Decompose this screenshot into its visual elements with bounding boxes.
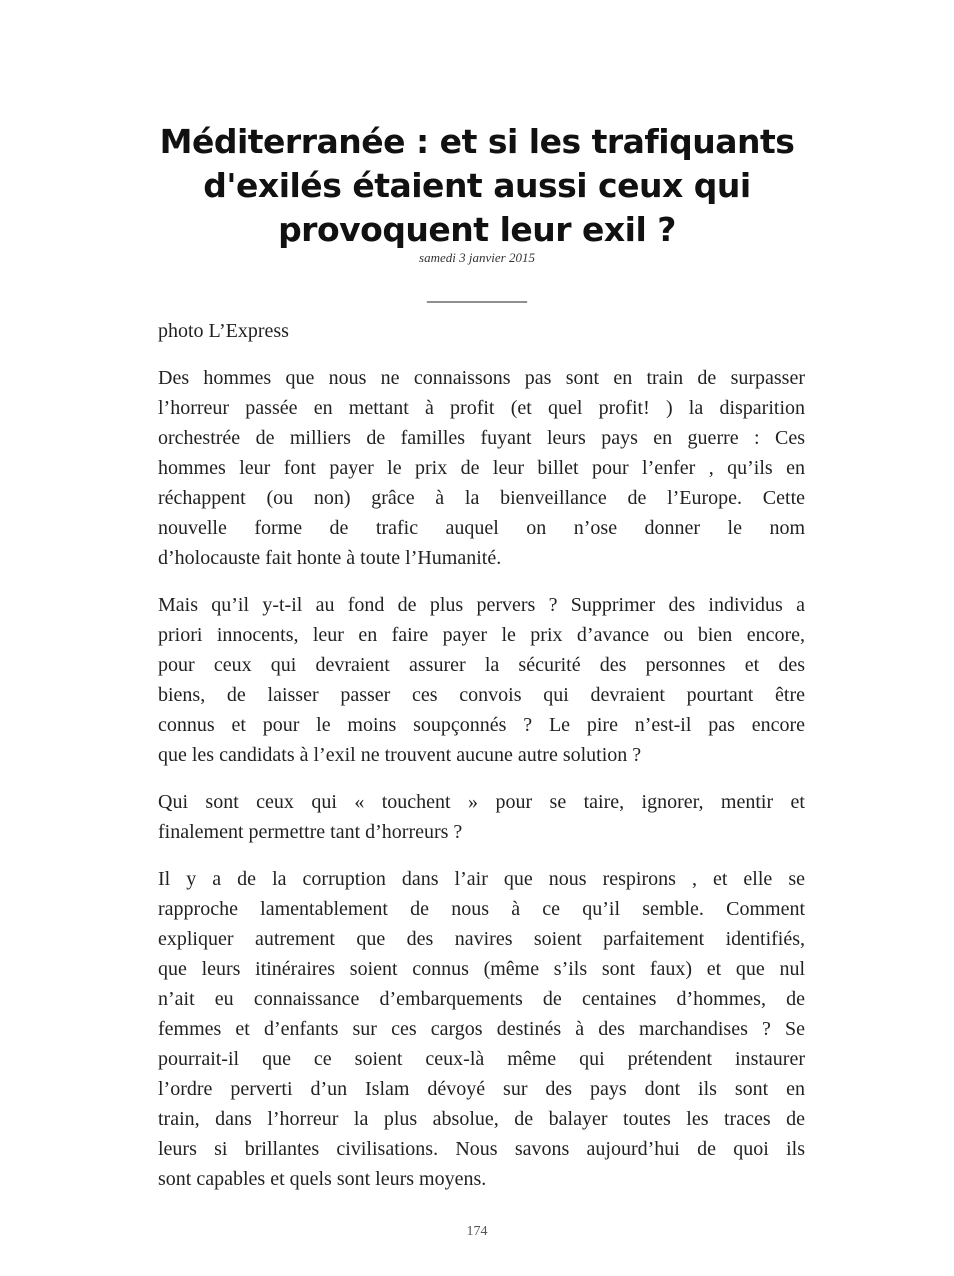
text-line: biens, de laisser passer ces convois qui devraient pourtant être bbox=[158, 684, 805, 706]
text-line: hommes leur font payer le prix de leur billet pour l’enfer , qu’ils en bbox=[158, 457, 805, 479]
title-line: provoquent leur exil ? bbox=[278, 210, 676, 249]
text-line: sont capables et quels sont leurs moyens. bbox=[158, 1168, 487, 1190]
paragraph bbox=[158, 787, 805, 847]
paragraph bbox=[158, 316, 805, 346]
title-line: Méditerranée : et si les trafiquants bbox=[159, 122, 795, 161]
article-date: samedi 3 janvier 2015 bbox=[419, 250, 535, 265]
text-line: que les candidats à l’exil ne trouvent aucune autre solution ? bbox=[158, 744, 642, 766]
paragraph bbox=[158, 590, 805, 770]
page-number: 174 bbox=[466, 1224, 488, 1239]
text-line: d’holocauste fait honte à toute l’Humanité. bbox=[158, 547, 502, 569]
text-line: l’ordre perverti d’un Islam dévoyé sur des pays dont ils sont en bbox=[158, 1078, 805, 1100]
text-line: Mais qu’il y-t-il au fond de plus pervers ? Supprimer des individus a bbox=[158, 594, 805, 616]
text-line: l’horreur passée en mettant à profit (et quel profit! ) la disparition bbox=[158, 397, 805, 419]
text-line: leurs si brillantes civilisations. Nous savons aujourd’hui de quoi ils bbox=[158, 1138, 805, 1160]
text-line: nouvelle forme de trafic auquel on n’ose donner le nom bbox=[158, 517, 805, 539]
text-line: rapproche lamentablement de nous à ce qu’il semble. Comment bbox=[158, 898, 805, 920]
text-line: que leurs itinéraires soient connus (même s’ils sont faux) et que nul bbox=[158, 958, 805, 980]
text-line: Qui sont ceux qui « touchent » pour se taire, ignorer, mentir et bbox=[158, 791, 805, 813]
separator-rule: __________ bbox=[427, 283, 527, 305]
text-line: femmes et d’enfants sur ces cargos destinés à des marchandises ? Se bbox=[158, 1018, 805, 1040]
title-line: d'exilés étaient aussi ceux qui bbox=[203, 166, 751, 205]
text-line: train, dans l’horreur la plus absolue, de balayer toutes les traces de bbox=[158, 1108, 805, 1130]
text-line: n’ait eu connaissance d’embarquements de centaines d’hommes, de bbox=[158, 988, 805, 1010]
article-body bbox=[158, 316, 805, 1211]
text-line: priori innocents, leur en faire payer le prix d’avance ou bien encore, bbox=[158, 624, 805, 646]
text-line: réchappent (ou non) grâce à la bienveillance de l’Europe. Cette bbox=[158, 487, 805, 509]
article-title bbox=[0, 120, 954, 252]
text-line: orchestrée de milliers de familles fuyant leurs pays en guerre : Ces bbox=[158, 427, 805, 449]
text-line: pour ceux qui devraient assurer la sécurité des personnes et des bbox=[158, 654, 805, 676]
text-line: connus et pour le moins soupçonnés ? Le pire n’est-il pas encore bbox=[158, 714, 805, 736]
paragraph bbox=[158, 363, 805, 573]
text-line: Des hommes que nous ne connaissons pas sont en train de surpasser bbox=[158, 367, 805, 389]
text-line: photo L’Express bbox=[158, 320, 289, 342]
text-line: finalement permettre tant d’horreurs ? bbox=[158, 821, 463, 843]
text-line: pourrait-il que ce soient ceux-là même qui prétendent instaurer bbox=[158, 1048, 805, 1070]
paragraph bbox=[158, 864, 805, 1194]
text-line: expliquer autrement que des navires soient parfaitement identifiés, bbox=[158, 928, 805, 950]
text-line: Il y a de la corruption dans l’air que nous respirons , et elle se bbox=[158, 868, 805, 890]
